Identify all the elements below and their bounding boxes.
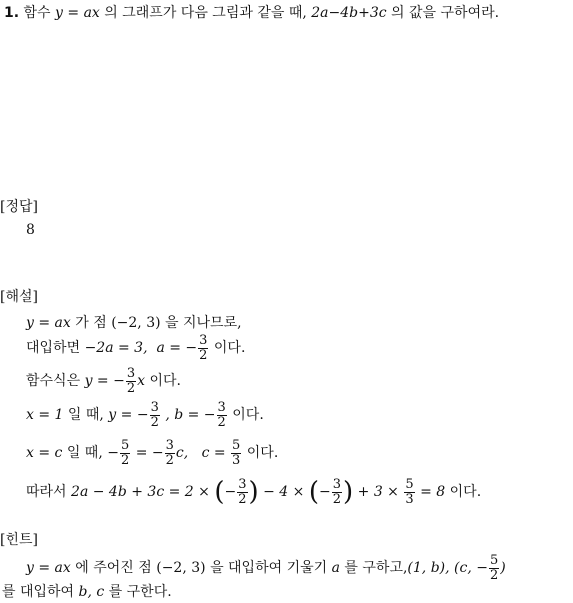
fraction: $\frac{3}{2}$ [150,399,159,430]
point: (−2, 3) [156,560,206,576]
minus: − [224,484,237,500]
text: 이다. [449,484,482,500]
text: 따라서 [26,484,67,500]
text: 를 구하고, [344,560,408,576]
fraction: $\frac{3}{2}$ [332,476,342,507]
text: 을 지나므로, [165,315,242,331]
text: 를 대입하여 [2,584,75,600]
solution-label: [해설] [0,289,38,305]
equation: a = − [156,340,198,356]
equation: −2a = 3, [84,340,148,356]
points: (1, b), (c, − [407,560,488,576]
hint-label: [힌트] [0,532,38,548]
text: 일 때, [67,407,104,423]
text: 이다. [213,340,246,356]
fraction: $\frac{3}{2}$ [126,365,136,396]
variable: c, [175,445,189,461]
question-text-mid: 의 그래프가 다음 그림과 같을 때, [104,5,307,21]
text: 을 대입하여 기울기 [210,560,328,576]
equation: x = 1 [26,407,64,423]
equation: y = − [84,373,125,389]
equation: y = ax [26,315,71,331]
equation: 2a − 4b + 3c = 2 × [71,484,210,500]
right-paren: ) [343,477,354,507]
right-paren: ) [248,477,259,507]
equation: , b = − [165,407,216,423]
equation: c = [201,445,226,461]
solution-line-2 [26,333,245,363]
question-expression: 2a−4b+3c [311,5,387,21]
minus: − [107,445,119,461]
answer-label: [정답] [0,199,38,215]
equation: x = c [26,445,63,461]
fraction: $\frac{3}{2}$ [217,399,226,430]
fraction: $\frac{3}{2}$ [199,332,208,363]
fraction: $\frac{5}{2}$ [489,552,499,583]
hint-line-2 [2,584,172,600]
equation: = − [135,445,164,461]
solution-line-3 [26,366,181,396]
fraction: $\frac{3}{2}$ [165,437,174,468]
solution-line-5 [26,438,278,468]
left-paren: ( [214,477,225,507]
text: 이다. [149,373,181,389]
text: 이다. [246,445,279,461]
text: 가 점 [75,315,107,331]
hint-line-1 [26,550,506,586]
equation: − 4 × [263,484,305,500]
left-paren: ( [308,477,320,507]
question-function: y = ax [55,5,100,21]
question-text-before: 함수 [23,5,51,21]
equation: y = ax [26,560,71,576]
fraction: $\frac{5}{2}$ [120,437,130,468]
close-paren: ) [500,560,506,576]
text: 대입하면 [26,340,81,356]
equation: + 3 × [357,484,399,500]
solution-line-4 [26,400,264,430]
minus: − [319,484,331,500]
variable: a [331,560,340,576]
text: 에 주어진 점 [75,560,152,576]
fraction: $\frac{5}{3}$ [405,476,414,507]
text: 함수식은 [26,373,81,389]
question-line [4,5,499,21]
solution-line-1 [26,315,242,331]
text: 일 때, [66,445,103,461]
variables: b, c [78,584,105,600]
answer-value: 8 [26,222,35,238]
equation: = 8 [420,484,446,500]
question-number: 1. [4,5,20,21]
point: (−2, 3) [111,315,161,331]
equation: y = − [108,407,149,423]
fraction: $\frac{3}{2}$ [238,476,247,507]
text: 이다. [232,407,264,423]
question-text-after: 의 값을 구하여라. [391,5,500,21]
solution-line-6 [26,474,481,510]
fraction: $\frac{5}{3}$ [232,437,241,468]
variable: x [137,373,146,389]
text: 를 구한다. [108,584,172,600]
